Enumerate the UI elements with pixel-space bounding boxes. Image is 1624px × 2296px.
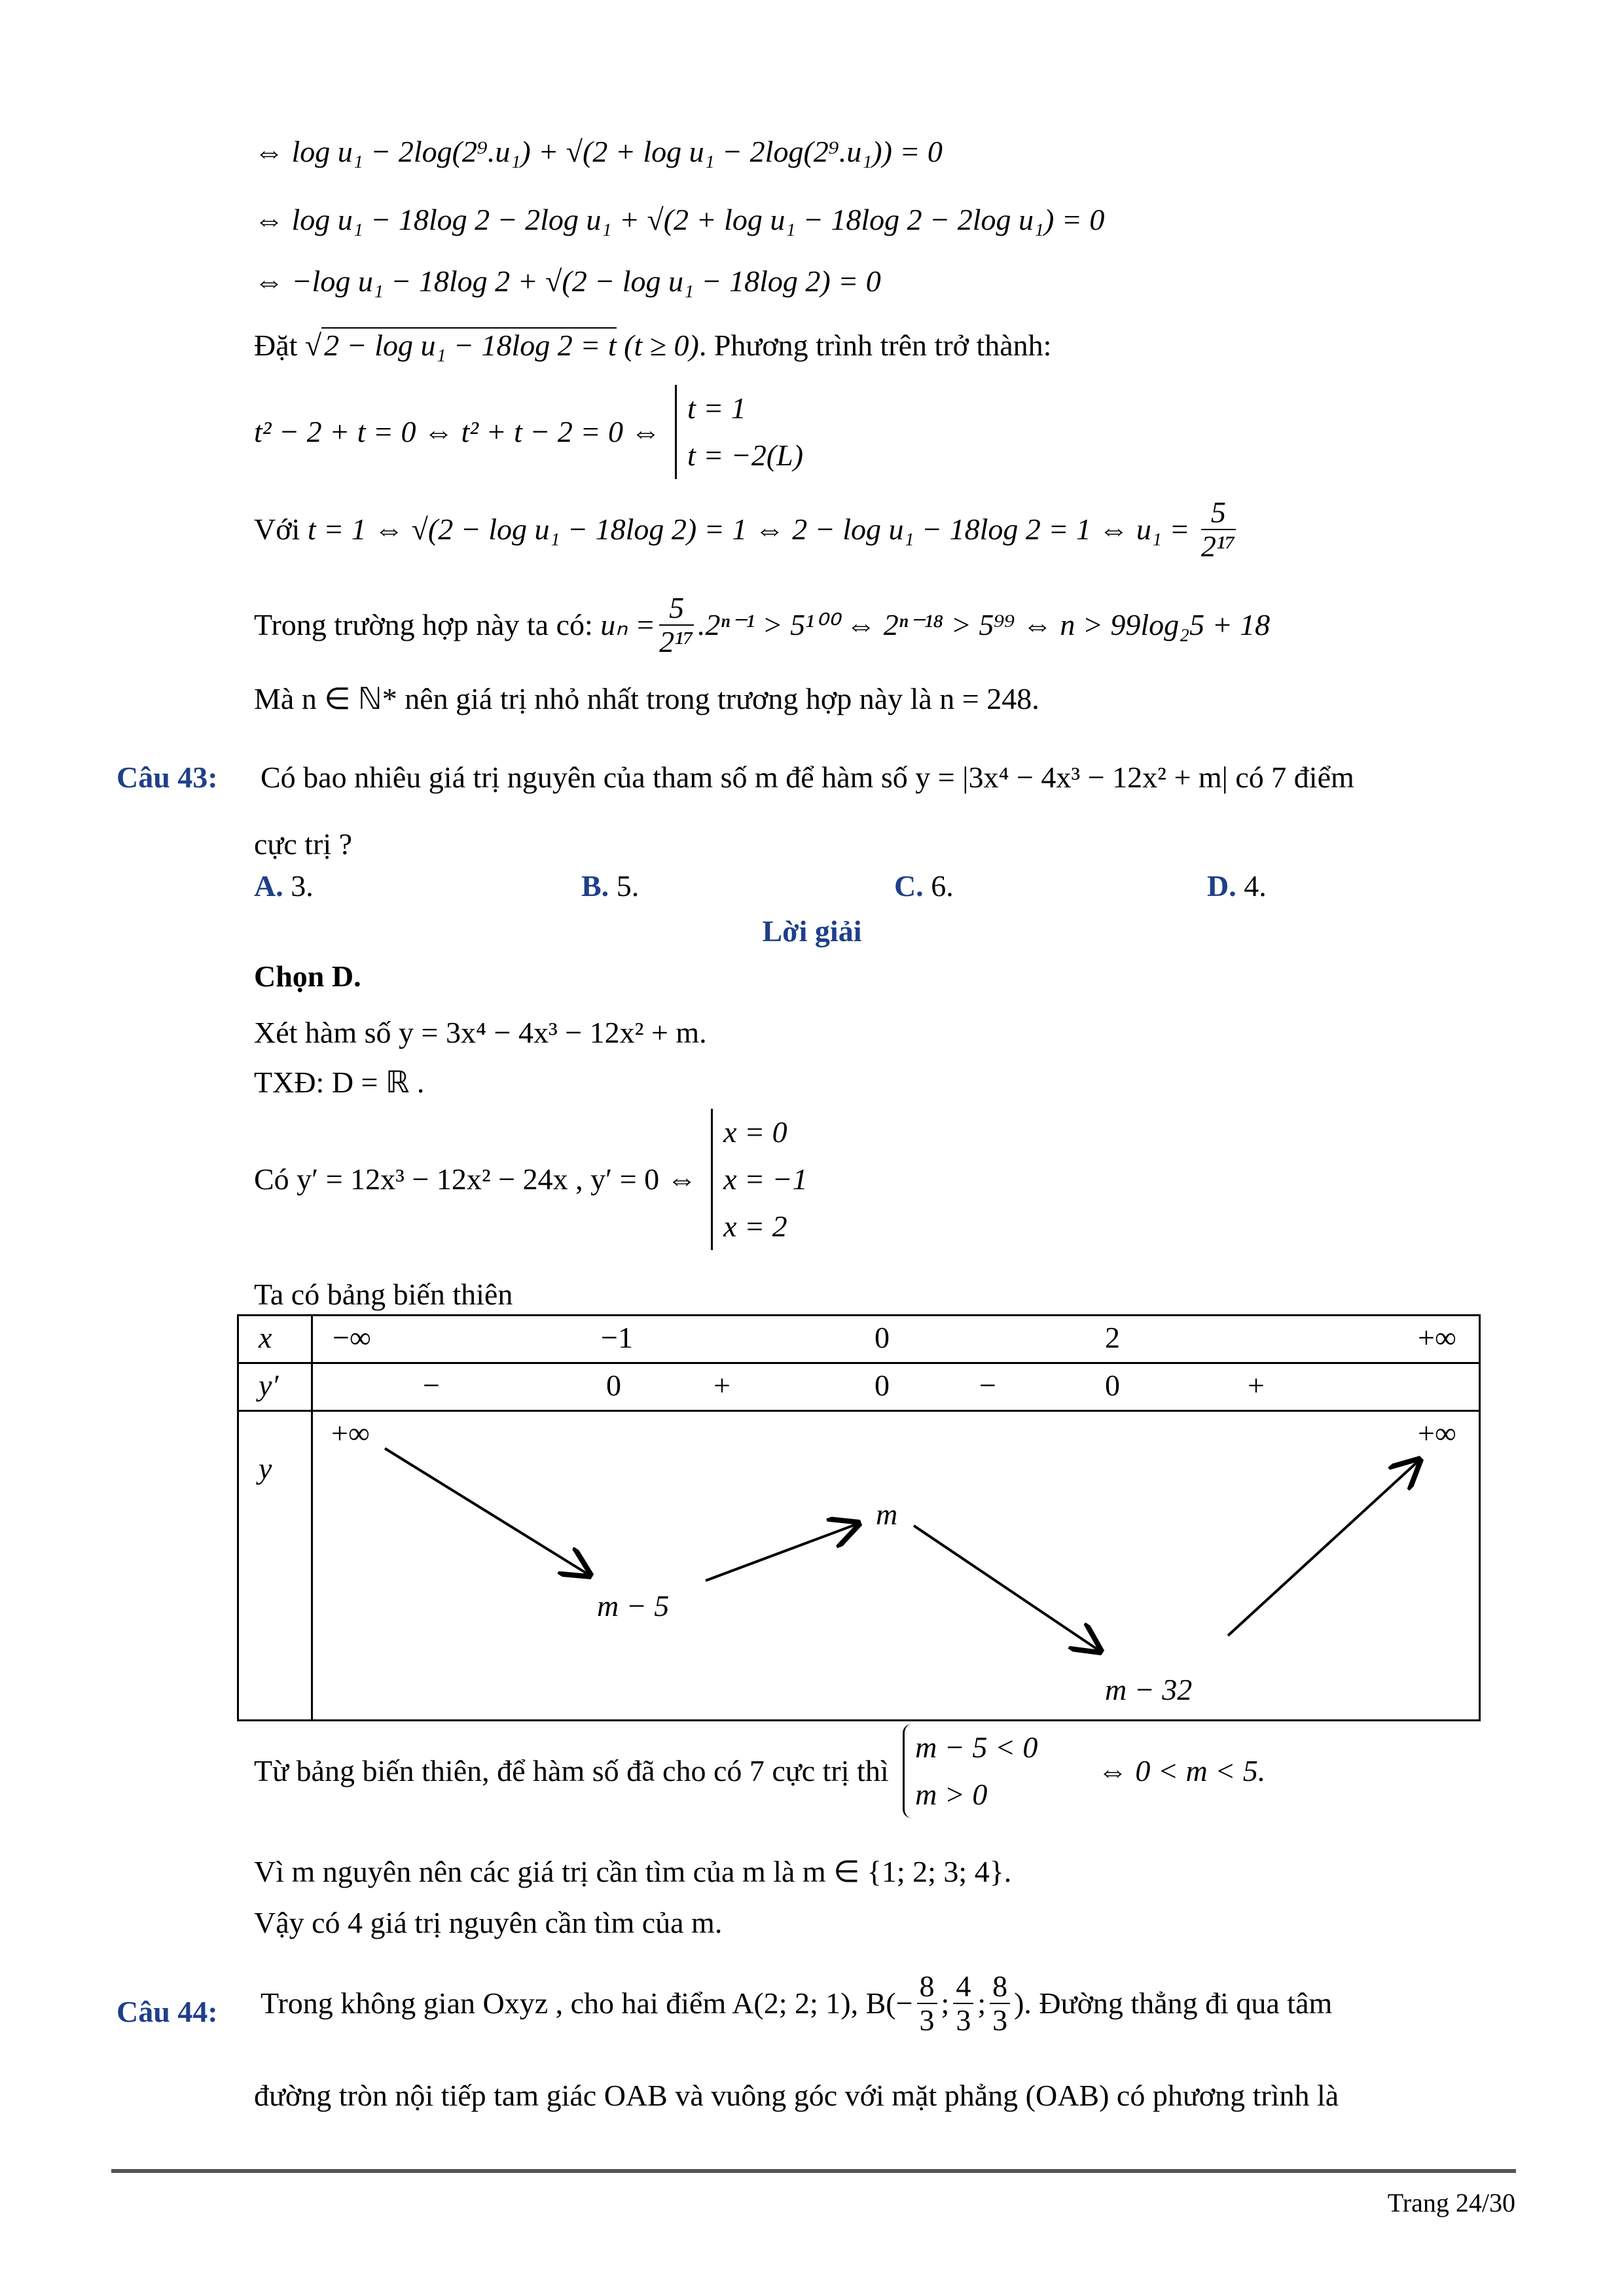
x-value: −∞: [333, 1321, 371, 1354]
un-inequality-line: [254, 592, 1270, 658]
integer-values-line: Vì m nguyên nên các giá trị cần tìm của m là m ∈ {1; 2; 3; 4}.: [254, 1855, 1012, 1888]
yprime-row: [313, 1364, 1479, 1410]
substitution-condition: (t ≥ 0): [624, 329, 699, 362]
sign-value: 0: [606, 1369, 621, 1402]
critical-point-2: x = −1: [723, 1162, 808, 1196]
yprime-row-label: y′: [259, 1369, 279, 1402]
y-row: [313, 1412, 1479, 1719]
arrow-up-1: [706, 1524, 856, 1581]
substitution-prefix: Đặt: [254, 329, 298, 362]
root-2: t = −2(L): [687, 439, 804, 472]
option-b: B. 5.: [581, 869, 640, 903]
critical-points-bracket: [711, 1109, 808, 1250]
option-a: A. 3.: [254, 869, 314, 903]
critical-point-3: x = 2: [723, 1210, 787, 1243]
function-statement: Xét hàm số y = 3x⁴ − 4x³ − 12x² + m.: [254, 1016, 707, 1049]
table-intro: Ta có bảng biến thiên: [254, 1278, 513, 1311]
sign-value: −: [423, 1369, 440, 1402]
equation-line-1: ⇔ log u₁ − 2log(2⁹.u₁) + √(2 + log u₁ − 2log(2⁹.u₁)) = 0: [254, 135, 943, 168]
y-row-label: y: [259, 1452, 272, 1485]
conclusion-line: Vậy có 4 giá trị nguyên cần tìm của m.: [254, 1906, 723, 1939]
condition-2: m > 0: [915, 1778, 988, 1811]
y-value: +∞: [331, 1416, 370, 1450]
x-value: −1: [601, 1321, 633, 1354]
arrow-down-1: [385, 1448, 588, 1574]
sign-value: 0: [1105, 1369, 1120, 1402]
derivative-line: [254, 1109, 808, 1250]
question-43-text: Có bao nhiêu giá trị nguyên của tham số m để hàm số y = |3x⁴ − 4x³ − 12x² + m| có 7 điểm: [261, 761, 1354, 794]
question-44-text-cont: đường tròn nội tiếp tam giác OAB và vuông góc với mặt phẳng (OAB) có phương trình là: [254, 2079, 1339, 2112]
condition-system: [903, 1724, 1038, 1818]
t-equals-1-line: [254, 496, 1240, 563]
y-value: m − 32: [1105, 1673, 1193, 1706]
solution-heading: Lời giải: [762, 914, 862, 948]
root-1: t = 1: [687, 391, 746, 425]
x-value: 2: [1105, 1321, 1120, 1354]
u1-fraction: $\frac{5}{\text{2¹⁷}}$: [1200, 495, 1236, 563]
domain-statement: TXĐ: D = ℝ .: [254, 1066, 425, 1099]
minimum-n-line: Mà n ∈ ℕ* nên giá trị nhỏ nhất trong trương hợp này là n = 248.: [254, 682, 1039, 715]
question-43-text-cont: cực trị ?: [254, 827, 353, 861]
y-value: m: [876, 1498, 898, 1531]
sqrt-sign: √: [304, 329, 322, 362]
critical-point-1: x = 0: [723, 1115, 787, 1149]
page-number: Trang 24/30: [1387, 2188, 1515, 2217]
sign-value: 0: [875, 1369, 890, 1402]
solution-bracket: [675, 385, 803, 479]
un-symbol: uₙ =: [600, 608, 656, 641]
b-coord-y: $\frac{4}{3}$: [953, 1970, 973, 2037]
sign-value: +: [1248, 1369, 1265, 1402]
substitution-suffix: . Phương trình trên trở thành:: [698, 329, 1052, 362]
arrow-down-2: [914, 1526, 1098, 1650]
x-value: 0: [875, 1321, 890, 1354]
equation-line-3: ⇔ −log u₁ − 18log 2 + √(2 − log u₁ − 18log 2) = 0: [254, 264, 881, 298]
quadratic-equation: t² − 2 + t = 0 ⇔ t² + t − 2 = 0 ⇔: [254, 415, 661, 448]
chosen-answer: Chọn D.: [254, 960, 361, 993]
t-line-expression: t = 1 ⇔ √(2 − log u₁ − 18log 2) = 1 ⇔ 2 − log u₁ − 18log 2 = 1 ⇔ u₁ =: [307, 512, 1190, 546]
equation-line-2: ⇔ log u₁ − 18log 2 − 2log u₁ + √(2 + log u₁ − 18log 2 − 2log u₁) = 0: [254, 203, 1105, 236]
b-coord-x: $\frac{8}{3}$: [917, 1970, 937, 2037]
option-d: D. 4.: [1207, 869, 1267, 903]
question-44-text: Trong không gian Oxyz , cho hai điểm A(2; 2; 1), B(− $\frac{8}{3}$ ; $\frac{4}{3}$ ; $\frac{8}{3}$ ). Đường thẳng đi qua tâm: [261, 1969, 1333, 2037]
condition-line: [254, 1724, 1265, 1818]
condition-result: ⇔ 0 < m < 5.: [1097, 1754, 1266, 1787]
derivative-expression: Có y′ = 12x³ − 12x² − 24x , y′ = 0 ⇔: [254, 1162, 697, 1196]
un-inequality-chain: .2ⁿ⁻¹ > 5¹⁰⁰ ⇔ 2ⁿ⁻¹⁸ > 5⁹⁹ ⇔ n > 99log₂5 + 18: [697, 608, 1271, 641]
x-row-label: x: [259, 1321, 272, 1354]
x-row: [313, 1316, 1479, 1362]
t-line-prefix: Với: [254, 512, 300, 546]
x-value: +∞: [1418, 1321, 1456, 1354]
question-44-label: Câu 44:: [117, 1995, 218, 2028]
arrow-up-2: [1228, 1462, 1418, 1636]
un-line-prefix: Trong trường hợp này ta có:: [254, 608, 593, 641]
sign-value: +: [713, 1369, 731, 1402]
condition-1: m − 5 < 0: [915, 1731, 1038, 1764]
substitution-line: [254, 327, 1051, 364]
b-coord-z: $\frac{8}{3}$: [990, 1970, 1010, 2037]
variation-table: [237, 1314, 1481, 1721]
footer-divider: [111, 2169, 1516, 2173]
condition-text: Từ bảng biến thiên, để hàm số đã cho có 7 cực trị thì: [254, 1754, 889, 1787]
quadratic-line: [254, 385, 803, 479]
option-c: C. 6.: [894, 869, 954, 903]
substitution-expression: 2 − log u₁ − 18log 2 = t: [321, 327, 616, 362]
y-value: +∞: [1418, 1416, 1456, 1450]
sign-value: −: [979, 1369, 996, 1402]
variation-arrows: [313, 1412, 1483, 1719]
question-43-label: Câu 43:: [117, 761, 218, 794]
un-fraction: $\frac{5}{\text{2¹⁷}}$: [659, 591, 694, 658]
y-value: m − 5: [597, 1589, 670, 1623]
